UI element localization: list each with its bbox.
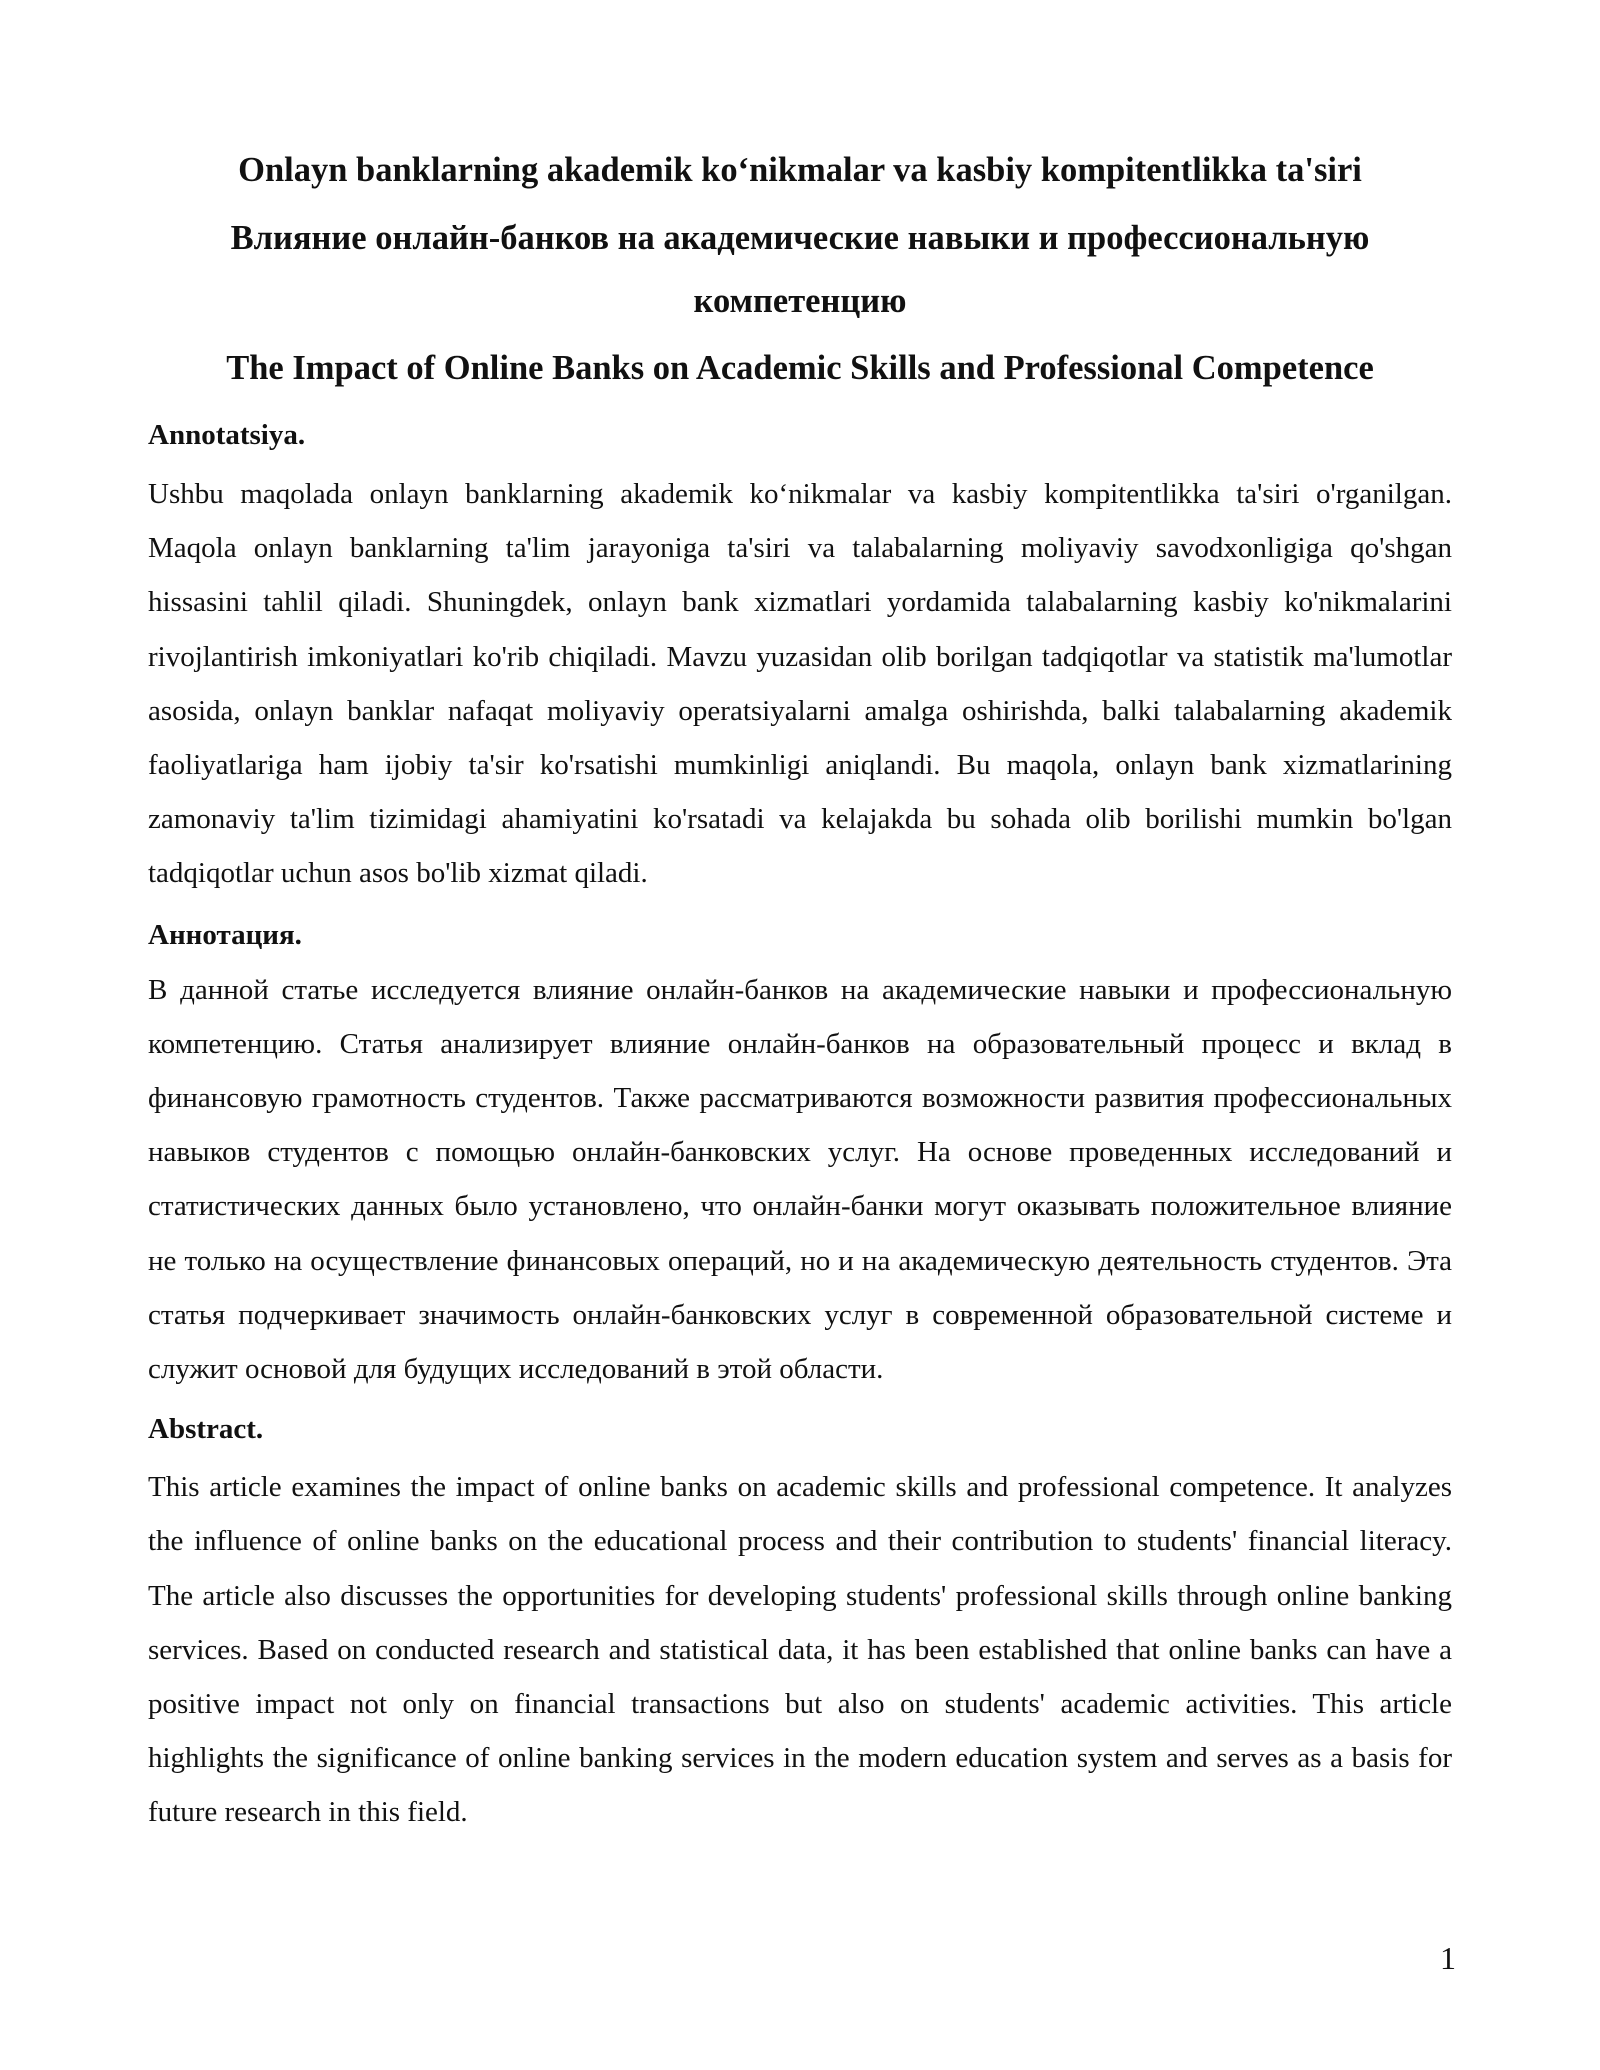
title-english: The Impact of Online Banks on Academic Skills and Professional Competence <box>226 349 1374 387</box>
document-page <box>148 148 1452 1840</box>
page-number: 1 <box>1440 1940 1456 1976</box>
title-uzbek: Onlayn banklarning akademik ko‘nikmalar va kasbiy kompitentlikka ta'siri <box>238 151 1362 189</box>
abstract-uzbek: Ushbu maqolada onlayn banklarning akademik ko‘nikmalar va kasbiy kompitentlikka ta'siri o'rganilgan. Maqola onlayn banklarning ta'lim jarayoniga ta'siri va talabalarning moliyaviy savodxonligiga qo'shgan hissasini tahlil qiladi. Shuningdek, onlayn bank xizmatlari yordamida talabalarning kasbiy ko'nikmalarini rivojlantirish imkoniyatlari ko'rib chiqiladi. Mavzu yuzasidan olib borilgan tadqiqotlar va statistik ma'lumotlar asosida, onlayn banklar nafaqat moliyaviy operatsiyalarni amalga oshirishda, balki talabalarning akademik faoliyatlariga ham ijobiy ta'sir ko'rsatishi mumkinligi aniqlandi. Bu maqola, onlayn bank xizmatlarining zamonaviy ta'lim tizimidagi ahamiyatini ko'rsatadi va kelajakda bu sohada olib borilishi mumkin bo'lgan tadqiqotlar uchun asos bo'lib xizmat qiladi. <box>148 478 1452 890</box>
abstract-russian: В данной статье исследуется влияние онлайн-банков на академические навыки и профессиональную компетенцию. Статья анализирует влияние онлайн-банков на образовательный процесс и вклад в финансовую грамотность студентов. Также рассматриваются возможности развития профессиональных навыков студентов с помощью онлайн-банковских услуг. На основе проведенных исследований и статистических данных было установлено, что онлайн-банки могут оказывать положительное влияние не только на осуществление финансовых операций, но и на академическую деятельность студентов. Эта статья подчеркивает значимость онлайн-банковских услуг в современной образовательной системе и служит основой для будущих исследований в этой области. <box>148 973 1452 1386</box>
title-russian: Влияние онлайн-банков на академические навыки и профессиональную компетенцию <box>230 219 1370 320</box>
heading-annotatsiya: Annotatsiya. <box>148 419 306 451</box>
heading-abstract: Abstract. <box>148 1413 264 1446</box>
abstract-english: This article examines the impact of online banks on academic skills and professional competence. It analyzes the influence of online banks on the educational process and their contribution to students' financial literacy. The article also discusses the opportunities for developing students' professional skills through online banking services. Based on conducted research and statistical data, it has been established that online banks can have a positive impact not only on financial transactions but also on students' academic activities. This article highlights the significance of online banking services in the modern education system and serves as a basis for future research in this field. <box>148 1471 1452 1829</box>
heading-annotatsiya-ru: Аннотация. <box>148 918 302 951</box>
